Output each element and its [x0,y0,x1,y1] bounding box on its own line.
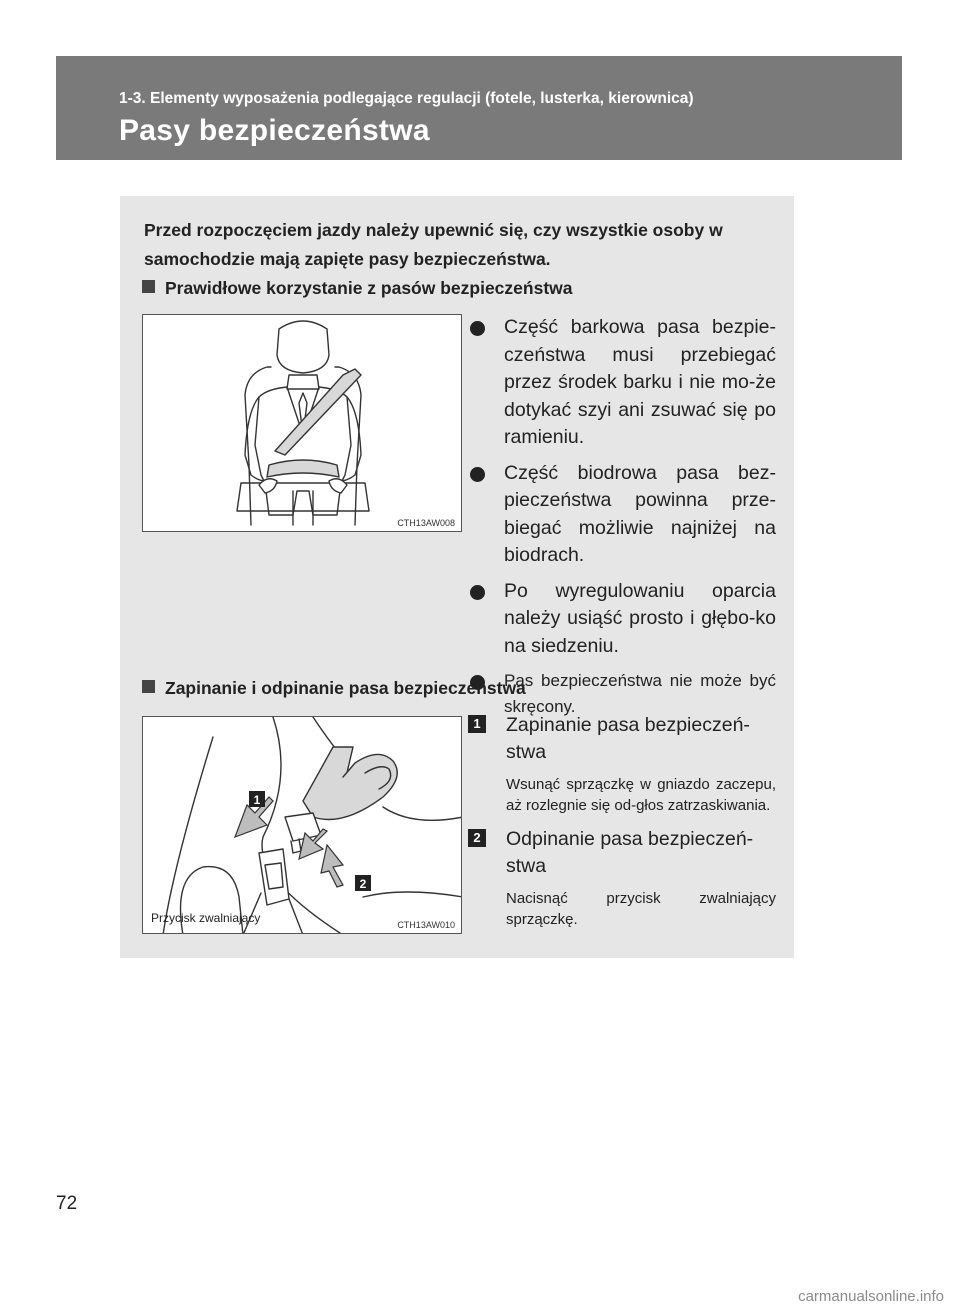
step-description: Nacisnąć przycisk zwalniający sprzączkę. [506,890,776,928]
section-heading-correct-use [142,278,573,299]
step-number-badge: 2 [468,829,486,847]
bullet-icon [470,321,485,336]
page-number: 72 [56,1193,78,1214]
figure-code: CTH13AW010 [397,920,455,930]
usage-bullet-list [466,314,776,728]
figure-caption: Przycisk zwalniający [151,911,261,925]
intro-text: Przed rozpoczęciem jazdy należy upewnić się, czy wszystkie osoby w samochodzie mają zapięte pasy bezpieczeństwa. [144,220,723,269]
list-item: Część biodrowa pasa bez-pieczeństwa powinna prze-biegać możliwie najniżej na biodrach. [466,460,776,570]
buckle-illustration [143,717,462,934]
list-item: Część barkowa pasa bezpie-czeństwa musi przebiegać przez środek barku i nie mo-że dotykać szyi ani zsuwać się po ramieniu. [466,314,776,452]
figure-seated-person [142,314,462,532]
section-heading-buckle [142,678,526,699]
section-header [56,56,902,160]
section-heading-text: Zapinanie i odpinanie pasa bezpieczeństwa [165,678,526,698]
step-item [466,712,776,816]
bullet-icon [470,585,485,600]
square-bullet-icon [142,680,155,693]
list-item: Po wyregulowaniu oparcia należy usiąść prosto i głębo-ko na siedzeniu. [466,578,776,661]
step-number-badge: 1 [468,715,486,733]
step-title: Odpinanie pasa bezpieczeń-stwa [506,828,754,877]
content-panel [120,196,794,958]
seated-person-illustration [143,315,462,532]
step-item [466,826,776,930]
list-item: Pas bezpieczeństwa nie może być skręcony. [466,668,776,720]
square-bullet-icon [142,280,155,293]
section-heading-text: Prawidłowe korzystanie z pasów bezpieczeństwa [165,278,573,298]
buckle-steps [466,712,776,940]
page-title: Pasy bezpieczeństwa [119,114,430,147]
step-title: Zapinanie pasa bezpieczeń-stwa [506,714,750,763]
step-description: Wsunąć sprzączkę w gniazdo zaczepu, aż rozlegnie się od-głos zatrzaskiwania. [506,776,776,814]
callout-2: 2 [359,877,367,891]
arrow-release-icon [321,845,343,887]
watermark: carmanualsonline.info [798,1288,944,1305]
callout-1: 1 [253,793,261,807]
bullet-icon [470,467,485,482]
figure-buckle [142,716,462,934]
chapter-subtitle: 1-3. Elementy wyposażenia podlegające regulacji (fotele, lusterka, kierownica) [119,90,694,107]
figure-code: CTH13AW008 [397,518,455,528]
